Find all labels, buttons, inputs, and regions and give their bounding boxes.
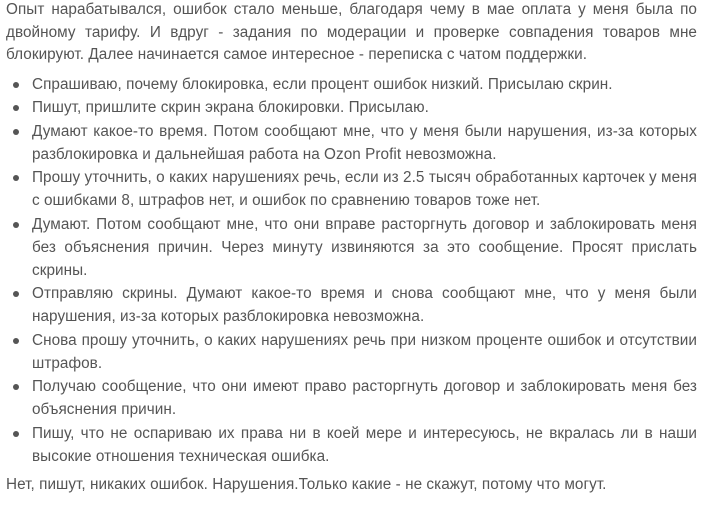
list-item: [6, 96, 697, 119]
list-item-text: Прошу уточнить, о каких нарушениях речь, если из 2.5 тысяч обработанных карточек у меня с ошибками 8, штрафов нет, и ошибок по сравнению товаров тоже нет.: [32, 169, 697, 209]
list-item: [6, 329, 697, 375]
list-item: [6, 422, 697, 468]
bullet-icon: [13, 338, 19, 344]
list-item: [6, 166, 697, 212]
bullet-list: [6, 73, 697, 468]
outro-paragraph: Нет, пишут, никаких ошибок. Нарушения.Только какие - не скажут, потому что могут.: [6, 475, 607, 493]
bullet-icon: [13, 129, 19, 135]
list-item: [6, 375, 697, 421]
list-item: [6, 120, 697, 166]
list-item-text: Пишу, что не оспариваю их права ни в коей мере и интересуюсь, не вкралась ли в наши высокие отношения техническая ошибка.: [32, 424, 697, 465]
list-item-text: Отправляю скрины. Думают какое-то время и снова сообщают мне, что у меня были нарушения, из-за которых разблокировка невозможна.: [32, 285, 697, 325]
bullet-icon: [13, 175, 19, 181]
bullet-icon: [13, 222, 19, 228]
list-item: [6, 282, 697, 328]
bullet-icon: [13, 291, 19, 297]
list-item: [6, 73, 697, 96]
list-item-text: Спрашиваю, почему блокировка, если процент ошибок низкий. Присылаю скрин.: [32, 75, 613, 93]
intro-paragraph: Опыт нарабатывался, ошибок стало меньше, благодаря чему в мае оплата у меня была по двойному тарифу. И вдруг - задания по модерации и проверке совпадения товаров мне блокируют. Далее начинается самое интересное - переписка с чатом поддержки.: [6, 1, 697, 63]
bullet-icon: [13, 384, 19, 390]
list-item-text: Пишут, пришлите скрин экрана блокировки. Присылаю.: [32, 99, 429, 116]
list-item-text: Снова прошу уточнить, о каких нарушениях речь при низком проценте ошибок и отсутствии штрафов.: [32, 331, 697, 372]
bullet-icon: [13, 105, 19, 111]
bullet-icon: [13, 82, 19, 88]
bullet-icon: [13, 431, 19, 437]
list-item-text: Думают какое-то время. Потом сообщают мне, что у меня были нарушения, из-за которых разблокировка и дальнейшая работа на Ozon Profit невозможна.: [32, 122, 697, 163]
list-item: [6, 213, 697, 282]
list-item-text: Получаю сообщение, что они имеют право расторгнуть договор и заблокировать меня без объяснения причин.: [32, 378, 697, 418]
list-item-text: Думают. Потом сообщают мне, что они вправе расторгнуть договор и заблокировать меня без объяснения причин. Через минуту извиняются за это сообщение. Просят прислать скрины.: [32, 215, 697, 279]
